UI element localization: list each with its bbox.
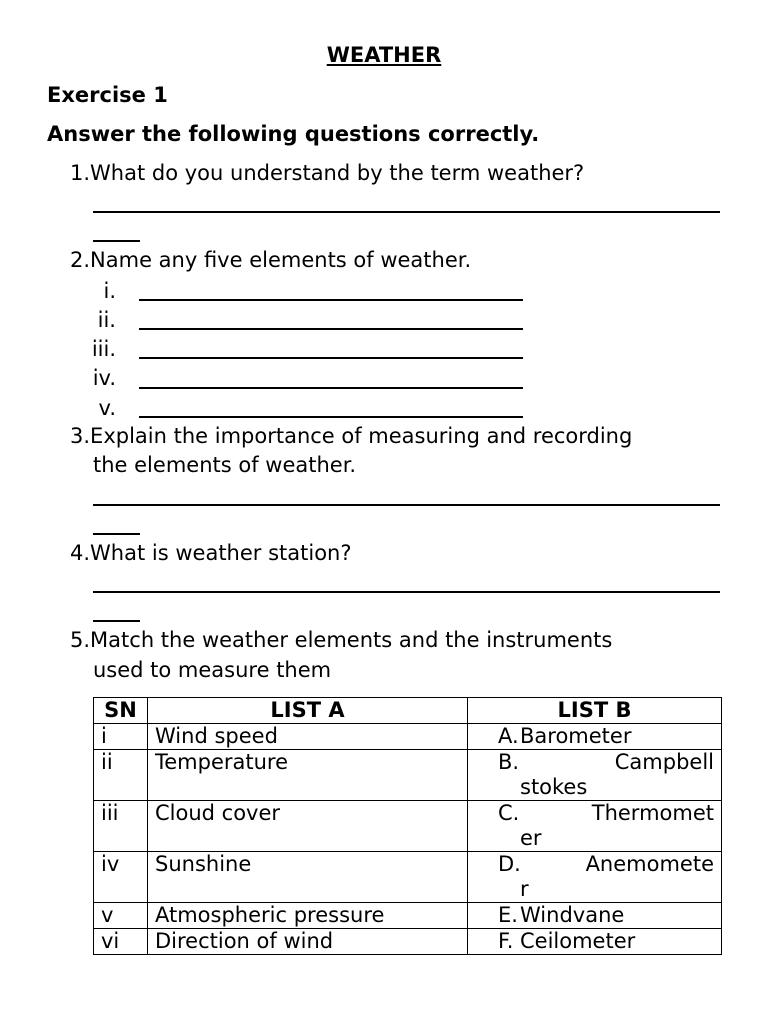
cell-sn: ii bbox=[94, 750, 148, 801]
question-5 bbox=[70, 628, 612, 652]
option-letter: E. bbox=[498, 903, 518, 927]
cell-sn: iv bbox=[94, 852, 148, 903]
cell-sn: i bbox=[94, 724, 148, 750]
option-letter: B. bbox=[498, 750, 520, 774]
roman-numeral: iii. bbox=[91, 337, 116, 361]
cell-list-a: Cloud cover bbox=[148, 801, 468, 852]
option-letter: D. bbox=[498, 852, 521, 876]
exercise-heading: Exercise 1 bbox=[47, 83, 168, 107]
answer-line[interactable] bbox=[93, 591, 720, 593]
instruction-text: Answer the following questions correctly. bbox=[47, 122, 540, 146]
cell-list-b bbox=[468, 852, 722, 903]
answer-line-end[interactable] bbox=[93, 240, 140, 242]
answer-line[interactable] bbox=[139, 299, 523, 301]
question-text: What is weather station? bbox=[90, 541, 352, 565]
question-number: 3. bbox=[70, 424, 91, 448]
answer-line[interactable] bbox=[93, 504, 720, 506]
option-text: Ceilometer bbox=[520, 929, 636, 953]
option-letter: F. bbox=[498, 929, 514, 953]
cell-sn: iii bbox=[94, 801, 148, 852]
cell-list-b bbox=[468, 903, 722, 929]
question-number: 2. bbox=[70, 248, 91, 272]
table-row bbox=[94, 929, 722, 955]
cell-list-a: Sunshine bbox=[148, 852, 468, 903]
answer-line-end[interactable] bbox=[93, 533, 140, 535]
roman-numeral: v. bbox=[98, 396, 116, 420]
question-3-continued: the elements of weather. bbox=[93, 453, 357, 477]
cell-list-a: Atmospheric pressure bbox=[148, 903, 468, 929]
cell-list-b bbox=[468, 929, 722, 955]
question-text: Explain the importance of measuring and recording bbox=[90, 424, 633, 448]
cell-sn: v bbox=[94, 903, 148, 929]
question-text: Match the weather elements and the instruments bbox=[90, 628, 613, 652]
cell-list-b bbox=[468, 724, 722, 750]
cell-list-b bbox=[468, 801, 722, 852]
answer-line[interactable] bbox=[139, 357, 523, 359]
option-letter: C. bbox=[498, 801, 520, 825]
answer-line[interactable] bbox=[93, 211, 720, 213]
answer-line[interactable] bbox=[139, 328, 523, 330]
question-number: 1. bbox=[70, 161, 91, 185]
option-text: Windvane bbox=[520, 903, 625, 927]
option-text: Campbell bbox=[614, 750, 714, 774]
answer-line-end[interactable] bbox=[93, 620, 140, 622]
table-header-row bbox=[94, 698, 722, 724]
table-row bbox=[94, 801, 722, 852]
question-2 bbox=[70, 248, 471, 272]
question-number: 5. bbox=[70, 628, 91, 652]
header-list-a: LIST A bbox=[148, 698, 468, 724]
question-5-continued: used to measure them bbox=[93, 658, 332, 682]
option-text: Barometer bbox=[520, 724, 632, 748]
cell-list-a: Wind speed bbox=[148, 724, 468, 750]
table-row bbox=[94, 750, 722, 801]
option-text: Anemomete bbox=[585, 852, 714, 876]
table-row bbox=[94, 852, 722, 903]
cell-list-a: Temperature bbox=[148, 750, 468, 801]
cell-sn: vi bbox=[94, 929, 148, 955]
option-text-wrap: er bbox=[520, 826, 542, 850]
question-4 bbox=[70, 541, 352, 565]
answer-line[interactable] bbox=[139, 387, 523, 389]
roman-numeral: i. bbox=[103, 279, 116, 303]
question-number: 4. bbox=[70, 541, 91, 565]
page-title: WEATHER bbox=[326, 43, 442, 67]
option-text-wrap: stokes bbox=[520, 775, 588, 799]
header-list-b: LIST B bbox=[468, 698, 722, 724]
roman-numeral: iv. bbox=[92, 366, 116, 390]
question-text: Name any five elements of weather. bbox=[90, 248, 472, 272]
option-letter: A. bbox=[498, 724, 519, 748]
question-1 bbox=[70, 161, 584, 185]
cell-list-b bbox=[468, 750, 722, 801]
question-text: What do you understand by the term weather? bbox=[90, 161, 585, 185]
table-row bbox=[94, 724, 722, 750]
option-text-wrap: r bbox=[520, 877, 529, 901]
header-sn: SN bbox=[94, 698, 148, 724]
matching-table bbox=[93, 697, 722, 955]
answer-line[interactable] bbox=[139, 416, 523, 418]
question-3 bbox=[70, 424, 632, 448]
option-text: Thermomet bbox=[591, 801, 714, 825]
table-row bbox=[94, 903, 722, 929]
cell-list-a: Direction of wind bbox=[148, 929, 468, 955]
roman-numeral: ii. bbox=[97, 308, 116, 332]
